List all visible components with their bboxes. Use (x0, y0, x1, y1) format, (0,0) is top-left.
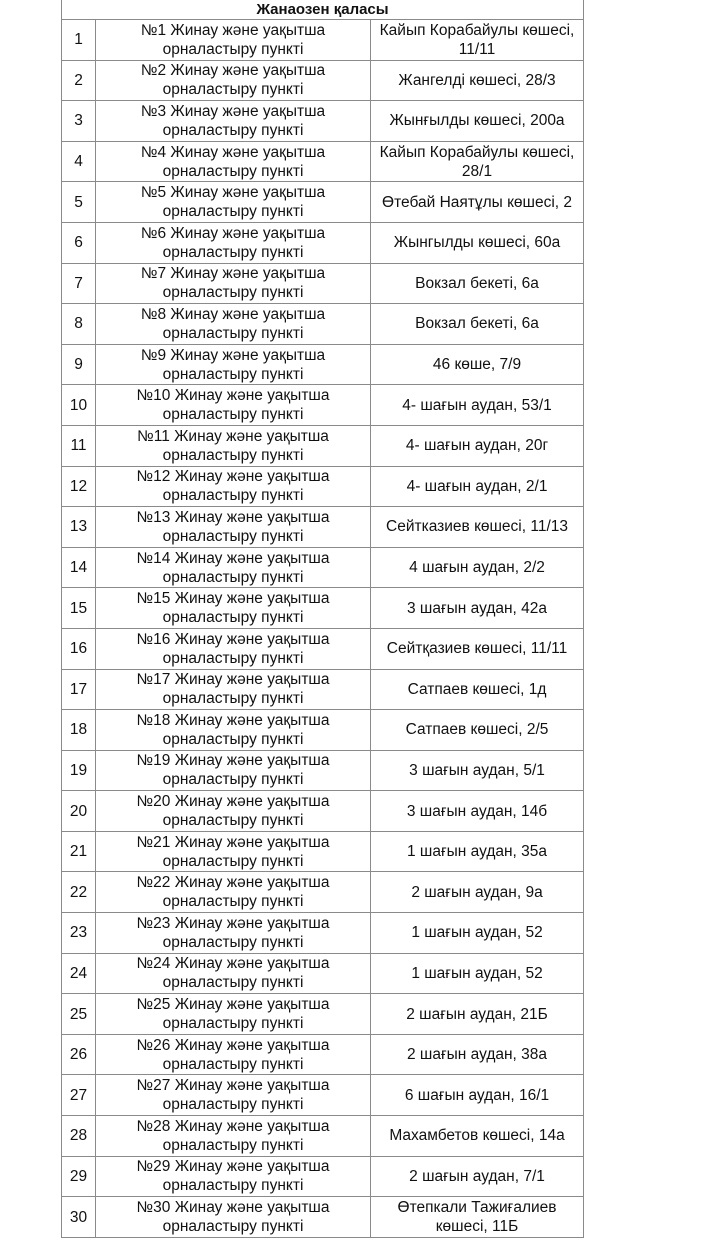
table-row (62, 425, 584, 466)
point-name: №17 Жинау және уақытша орналастыру пункті (96, 669, 371, 710)
point-address: 4- шағын аудан, 2/1 (371, 466, 584, 507)
row-number: 2 (62, 60, 96, 101)
table-row (62, 222, 584, 263)
point-name: №2 Жинау және уақытша орналастыру пункті (96, 60, 371, 101)
point-address: Вокзал бекеті, 6а (371, 263, 584, 304)
point-name: №18 Жинау және уақытша орналастыру пункті (96, 710, 371, 751)
table-row (62, 20, 584, 61)
row-number: 12 (62, 466, 96, 507)
row-number: 23 (62, 913, 96, 954)
point-address: Сейтказиев көшесі, 11/13 (371, 507, 584, 548)
point-address: 3 шағын аудан, 42а (371, 588, 584, 629)
row-number: 26 (62, 1034, 96, 1075)
point-name: №21 Жинау және уақытша орналастыру пункті (96, 831, 371, 872)
point-address: 2 шағын аудан, 9а (371, 872, 584, 913)
document-page (61, 0, 583, 1238)
row-number: 20 (62, 791, 96, 832)
point-address: Махамбетов көшесі, 14а (371, 1116, 584, 1157)
point-name: №7 Жинау және уақытша орналастыру пункті (96, 263, 371, 304)
point-name: №22 Жинау және уақытша орналастыру пункті (96, 872, 371, 913)
point-address: 1 шағын аудан, 52 (371, 913, 584, 954)
point-name: №3 Жинау және уақытша орналастыру пункті (96, 101, 371, 142)
point-name: №14 Жинау және уақытша орналастыру пункті (96, 547, 371, 588)
row-number: 17 (62, 669, 96, 710)
row-number: 18 (62, 710, 96, 751)
point-address: 1 шағын аудан, 35а (371, 831, 584, 872)
point-address: 4- шағын аудан, 20г (371, 425, 584, 466)
row-number: 1 (62, 20, 96, 61)
table-row (62, 750, 584, 791)
point-name: №20 Жинау және уақытша орналастыру пункті (96, 791, 371, 832)
point-address: Сатпаев көшесі, 2/5 (371, 710, 584, 751)
point-address: Кайып Корабайулы көшесі, 28/1 (371, 141, 584, 182)
point-name: №28 Жинау және уақытша орналастыру пункті (96, 1116, 371, 1157)
point-address: 4 шағын аудан, 2/2 (371, 547, 584, 588)
table-body (62, 20, 584, 1238)
table-row (62, 304, 584, 345)
row-number: 28 (62, 1116, 96, 1157)
table-row (62, 710, 584, 751)
table-row (62, 953, 584, 994)
table-row (62, 1197, 584, 1238)
point-address: 2 шағын аудан, 21Б (371, 994, 584, 1035)
point-name: №10 Жинау және уақытша орналастыру пункті (96, 385, 371, 426)
table-row (62, 791, 584, 832)
table-row (62, 1075, 584, 1116)
row-number: 22 (62, 872, 96, 913)
row-number: 5 (62, 182, 96, 223)
row-number: 3 (62, 101, 96, 142)
table-row (62, 872, 584, 913)
point-address: Кайып Корабайулы көшесі, 11/11 (371, 20, 584, 61)
table-row (62, 385, 584, 426)
point-address: 4- шағын аудан, 53/1 (371, 385, 584, 426)
row-number: 13 (62, 507, 96, 548)
point-name: №27 Жинау және уақытша орналастыру пункті (96, 1075, 371, 1116)
point-address: 46 көше, 7/9 (371, 344, 584, 385)
point-address: 3 шағын аудан, 5/1 (371, 750, 584, 791)
table-row (62, 1034, 584, 1075)
table-row (62, 831, 584, 872)
point-address: 3 шағын аудан, 14б (371, 791, 584, 832)
row-number: 8 (62, 304, 96, 345)
point-name: №11 Жинау және уақытша орналастыру пункті (96, 425, 371, 466)
row-number: 14 (62, 547, 96, 588)
point-name: №24 Жинау және уақытша орналастыру пункті (96, 953, 371, 994)
table-row (62, 994, 584, 1035)
point-name: №8 Жинау және уақытша орналастыру пункті (96, 304, 371, 345)
row-number: 24 (62, 953, 96, 994)
row-number: 19 (62, 750, 96, 791)
point-name: №9 Жинау және уақытша орналастыру пункті (96, 344, 371, 385)
point-name: №15 Жинау және уақытша орналастыру пункті (96, 588, 371, 629)
point-name: №16 Жинау және уақытша орналастыру пункті (96, 628, 371, 669)
table-row (62, 588, 584, 629)
point-address: Сейтқазиев көшесі, 11/11 (371, 628, 584, 669)
row-number: 4 (62, 141, 96, 182)
table-row (62, 141, 584, 182)
point-address: Вокзал бекеті, 6а (371, 304, 584, 345)
assembly-points-table (61, 0, 584, 1238)
table-row (62, 344, 584, 385)
table-row (62, 263, 584, 304)
row-number: 25 (62, 994, 96, 1035)
row-number: 9 (62, 344, 96, 385)
point-address: 6 шағын аудан, 16/1 (371, 1075, 584, 1116)
row-number: 10 (62, 385, 96, 426)
point-name: №30 Жинау және уақытша орналастыру пункті (96, 1197, 371, 1238)
row-number: 15 (62, 588, 96, 629)
row-number: 7 (62, 263, 96, 304)
point-address: Сатпаев көшесі, 1д (371, 669, 584, 710)
point-name: №29 Жинау және уақытша орналастыру пункті (96, 1156, 371, 1197)
row-number: 27 (62, 1075, 96, 1116)
point-name: №4 Жинау және уақытша орналастыру пункті (96, 141, 371, 182)
table-row (62, 60, 584, 101)
table-row (62, 507, 584, 548)
row-number: 30 (62, 1197, 96, 1238)
row-number: 11 (62, 425, 96, 466)
city-title: Жанаозен қаласы (62, 0, 584, 20)
point-name: №23 Жинау және уақытша орналастыру пункті (96, 913, 371, 954)
point-address: Өтепкали Тажиғалиев көшесі, 11Б (371, 1197, 584, 1238)
point-name: №5 Жинау және уақытша орналастыру пункті (96, 182, 371, 223)
row-number: 6 (62, 222, 96, 263)
point-name: №25 Жинау және уақытша орналастыру пункті (96, 994, 371, 1035)
point-address: Жангелді көшесі, 28/3 (371, 60, 584, 101)
point-address: 1 шағын аудан, 52 (371, 953, 584, 994)
table-row (62, 182, 584, 223)
point-address: 2 шағын аудан, 7/1 (371, 1156, 584, 1197)
table-row (62, 1116, 584, 1157)
table-row (62, 669, 584, 710)
table-row (62, 101, 584, 142)
point-name: №1 Жинау және уақытша орналастыру пункті (96, 20, 371, 61)
point-name: №26 Жинау және уақытша орналастыру пункті (96, 1034, 371, 1075)
point-address: Өтебай Наятұлы көшесі, 2 (371, 182, 584, 223)
table-row (62, 913, 584, 954)
point-address: Жынғылды көшесі, 200а (371, 101, 584, 142)
table-row (62, 628, 584, 669)
row-number: 29 (62, 1156, 96, 1197)
point-name: №6 Жинау және уақытша орналастыру пункті (96, 222, 371, 263)
table-row (62, 1156, 584, 1197)
point-name: №12 Жинау және уақытша орналастыру пункті (96, 466, 371, 507)
point-address: 2 шағын аудан, 38а (371, 1034, 584, 1075)
table-row (62, 547, 584, 588)
point-name: №19 Жинау және уақытша орналастыру пункті (96, 750, 371, 791)
point-address: Жынгылды көшесі, 60а (371, 222, 584, 263)
table-row (62, 466, 584, 507)
row-number: 21 (62, 831, 96, 872)
point-name: №13 Жинау және уақытша орналастыру пункті (96, 507, 371, 548)
row-number: 16 (62, 628, 96, 669)
